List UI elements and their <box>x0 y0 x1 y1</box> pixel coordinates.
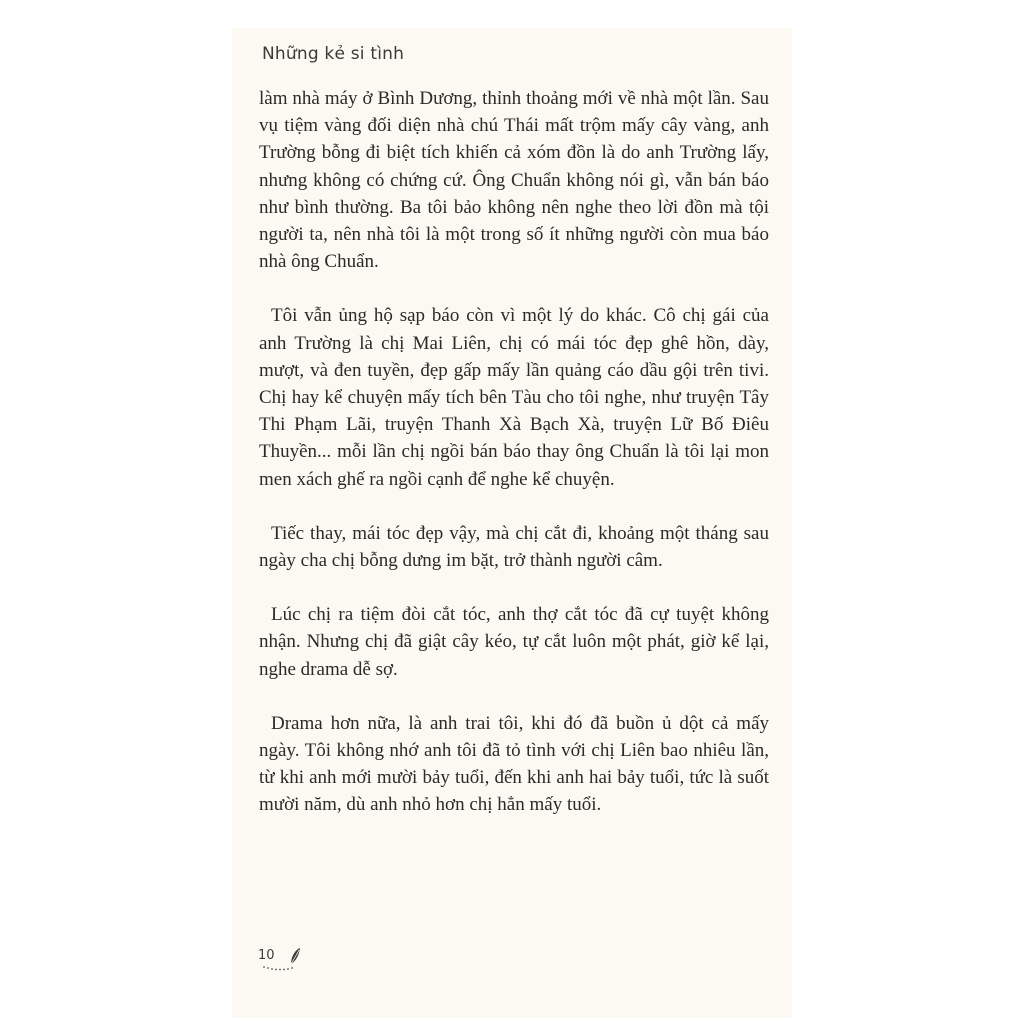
paragraph-3: Tiếc thay, mái tóc đẹp vậy, mà chị cắt đi, khoảng một tháng sau ngày cha chị bỗng dưng im bặt, trở thành người câm. <box>259 522 769 572</box>
running-header: Những kẻ si tình <box>262 44 405 64</box>
body-text <box>259 85 769 819</box>
paragraph-4: Lúc chị ra tiệm đòi cắt tóc, anh thợ cắt tóc đã cự tuyệt không nhận. Nhưng chị đã giật cây kéo, tự cắt luôn một phát, giờ kể lại, nghe drama dễ sợ. <box>259 604 769 680</box>
paragraph-5: Drama hơn nữa, là anh trai tôi, khi đó đã buồn ủ dột cả mấy ngày. Tôi không nhớ anh tôi đã tỏ tình với chị Liên bao nhiêu lần, từ khi anh mới mười bảy tuổi, đến khi anh hai bảy tuổi, tức là suốt mười năm, dù anh nhỏ hơn chị hẳn mấy tuổi. <box>259 712 769 816</box>
paragraph-2: Tôi vẫn ủng hộ sạp báo còn vì một lý do khác. Cô chị gái của anh Trường là chị Mai Liên, chị có mái tóc đẹp ghê hồn, dày, mượt, và đen tuyền, đẹp gấp mấy lần quảng cáo dầu gội trên tivi. Chị hay kể chuyện mấy tích bên Tàu cho tôi nghe, như truyện Tây Thi Phạm Lãi, truyện Thanh Xà Bạch Xà, truyện Lữ Bố Điêu Thuyền... mỗi lần chị ngồi bán báo thay ông Chuẩn là tôi lại mon men xách ghế ra ngồi cạnh để nghe kể chuyện. <box>259 305 769 490</box>
dotted-ornament-icon <box>262 965 302 971</box>
leaf-ornament-icon <box>289 947 301 965</box>
page-number: 10 <box>258 948 275 963</box>
paragraph-1: làm nhà máy ở Bình Dương, thỉnh thoảng mới về nhà một lần. Sau vụ tiệm vàng đối diện nhà chú Thái mất trộm mấy cây vàng, anh Trường bỗng đi biệt tích khiến cả xóm đồn là do anh Trường lấy, nhưng không có chứng cứ. Ông Chuẩn không nói gì, vẫn bán báo như bình thường. Ba tôi bảo không nên nghe theo lời đồn mà tội người ta, nên nhà tôi là một trong số ít những người còn mua báo nhà ông Chuẩn. <box>259 88 769 273</box>
